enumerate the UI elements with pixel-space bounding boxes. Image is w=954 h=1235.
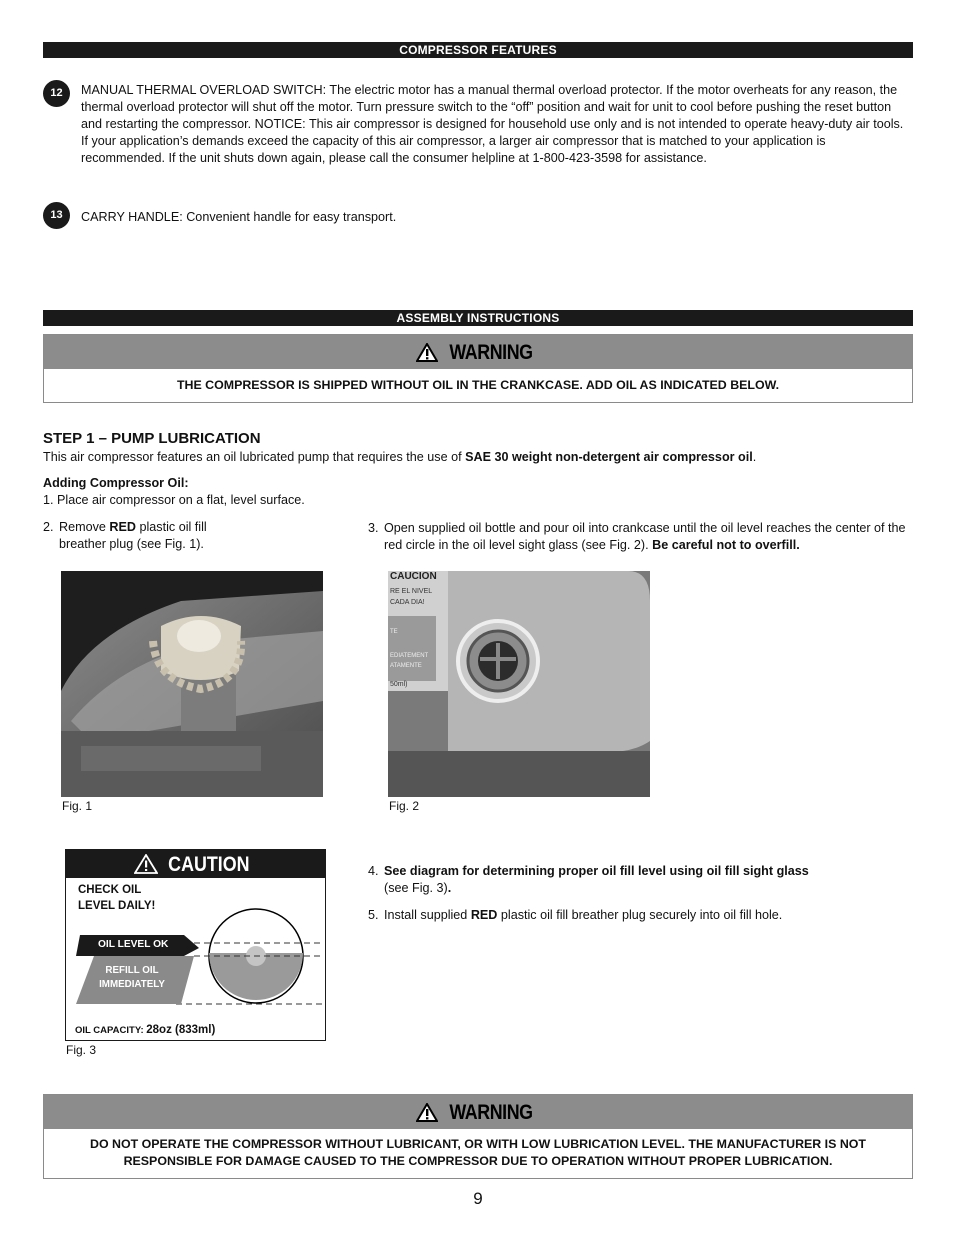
compressor-features-header: COMPRESSOR FEATURES	[43, 42, 913, 58]
instruction-item-5	[384, 907, 914, 924]
refill-oil-label	[88, 964, 176, 992]
oil-capacity	[75, 1022, 215, 1039]
instruction-item-2	[59, 519, 234, 553]
fig2-label: Fig. 2	[389, 799, 420, 813]
page-number: 9	[473, 1189, 483, 1208]
feature-thermal-overload-text: MANUAL THERMAL OVERLOAD SWITCH: The electric motor has a manual thermal overload protector. If the motor overheats for any reason, the thermal overload protector will shut off the motor. Turn pressure switch to the “off” position and wait for unit to cool before pushing the reset button and restarting the compressor. NOTICE: This air compressor is designed for household use only and is not intended to operate heavy-duty air tools. If your application’s demands exceed the capacity of this air compressor, a larger air compressor that is matched to your application is recommended. If the unit shuts down again, please call the consumer helpline at 1-800-423-3598 for assistance.	[81, 83, 904, 165]
item4-period: .	[447, 881, 452, 895]
sticker-text: 50ml)	[390, 681, 408, 688]
instruction-item-1: 1. Place air compressor on a flat, level surface.	[43, 493, 305, 507]
warning-box-lubrication	[43, 1094, 913, 1179]
sticker-text: CADA DIA!	[390, 599, 425, 606]
instruction-item-3	[384, 520, 919, 554]
instruction-item-2-number: 2.	[43, 520, 54, 534]
check-oil-line2: LEVEL DAILY!	[78, 900, 156, 912]
warning-box-oil-shipping	[43, 334, 913, 403]
item3-text: Open supplied oil bottle and pour oil into crankcase until the oil level reaches the center of the red circle in the oil level sight glass (see Fig. 2).	[384, 521, 906, 552]
red-bold: RED	[470, 908, 498, 922]
warning-header	[44, 1095, 912, 1129]
step1-heading: STEP 1 – PUMP LUBRICATION	[43, 430, 261, 447]
warning-header	[44, 335, 912, 369]
adding-oil-heading: Adding Compressor Oil:	[43, 476, 189, 490]
warning-title: WARNING	[449, 1100, 533, 1124]
intro-text: This air compressor features an oil lubricated pump that requires the use of	[43, 450, 466, 464]
warning-triangle-icon	[416, 1103, 438, 1122]
instruction-item-5-number: 5.	[368, 908, 379, 922]
oil-capacity-label: OIL CAPACITY:	[75, 1025, 144, 1036]
intro-period: .	[752, 450, 757, 464]
fig1-label: Fig. 1	[62, 799, 93, 813]
oil-fill-plug-image	[61, 571, 323, 797]
item4-see-fig: (see Fig. 3)	[384, 881, 448, 895]
warning-body-text: THE COMPRESSOR IS SHIPPED WITHOUT OIL IN THE CRANKCASE. ADD OIL AS INDICATED BELOW.	[44, 369, 912, 402]
sticker-text: RE EL NIVEL	[390, 588, 433, 595]
feature-carry-handle-text: CARRY HANDLE: Convenient handle for easy transport.	[81, 210, 397, 224]
warning-title: WARNING	[449, 340, 533, 364]
fig3-label: Fig. 3	[66, 1043, 97, 1057]
oil-capacity-value: 28oz (833ml)	[146, 1024, 216, 1036]
instruction-item-3-number: 3.	[368, 521, 379, 535]
warning-triangle-icon	[416, 343, 438, 362]
warning-body-text: DO NOT OPERATE THE COMPRESSOR WITHOUT LUBRICANT, OR WITH LOW LUBRICATION LEVEL. THE MANUFACTURER IS NOT RESPONSIBLE FOR DAMAGE CAUSED TO THE COMPRESSOR DUE TO OPERATION WITHOUT PROPER LUBRICATION.	[44, 1129, 912, 1178]
item5-text: Install supplied	[384, 908, 471, 922]
assembly-instructions-header: ASSEMBLY INSTRUCTIONS	[43, 310, 913, 326]
refill-oil-line1: REFILL OIL	[105, 965, 159, 976]
check-oil-line1: CHECK OIL	[78, 884, 142, 896]
instruction-item-4-number: 4.	[368, 864, 379, 878]
sticker-text: CAUCION	[390, 571, 437, 582]
item2-text-end: plastic oil fill breather plug (see Fig. 1).	[59, 520, 207, 551]
fig1-oil-plug-photo	[61, 571, 323, 797]
caution-title: CAUTION	[168, 852, 250, 876]
fig3-caution-diagram	[65, 849, 326, 1041]
oil-sight-glass-image	[388, 571, 650, 797]
refill-oil-line2: IMMEDIATELY	[99, 979, 165, 990]
feature-number-badge: 12	[43, 80, 70, 107]
item5-text-end: plastic oil fill breather plug securely into oil fill hole.	[497, 908, 783, 922]
fig2-sight-glass-photo	[388, 571, 650, 797]
item2-text: Remove	[59, 520, 110, 534]
step1-intro	[43, 449, 913, 466]
item4-bold: See diagram for determining proper oil fill level using oil fill sight glass	[384, 864, 809, 878]
feature-number-badge: 13	[43, 202, 70, 229]
oil-type-bold: SAE 30 weight non-detergent air compressor oil	[465, 450, 753, 464]
sticker-text: ATAMENTE	[390, 663, 422, 669]
sticker-text: EDIATEMENT	[390, 653, 429, 659]
sticker-text: TE	[390, 629, 398, 635]
oil-level-ok-label: OIL LEVEL OK	[98, 939, 169, 950]
instruction-item-4	[384, 863, 914, 897]
overfill-bold: Be careful not to overfill.	[652, 538, 800, 552]
red-bold: RED	[109, 520, 136, 534]
